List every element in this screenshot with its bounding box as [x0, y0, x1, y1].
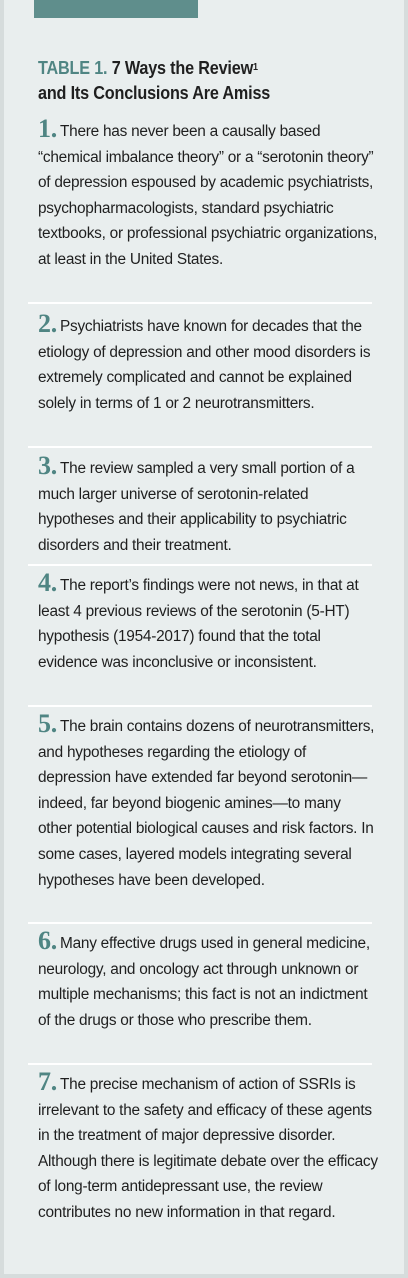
item-number: 7. [38, 1067, 57, 1096]
item-number: 6. [38, 926, 57, 955]
header-tab [34, 0, 198, 18]
item-text: Psychiatrists have known for decades that the etiology of depression and other mood disorders is extremely complicated and cannot be explained solely in terms of 1 or 2 neurotransmitters. [38, 318, 371, 412]
title-line2: and Its Conclusions Are Amiss [38, 83, 271, 103]
divider [28, 705, 372, 707]
item-text: The report’s findings were not news, in that at least 4 previous reviews of the serotonin (5-HT) hypothesis (1954-2017) found that the total evidence was inconclusive or inconsistent. [38, 577, 359, 671]
divider [28, 1063, 372, 1065]
item-text: The precise mechanism of action of SSRIs is irrelevant to the safety and efficacy of these agents in the treatment of major depressive disorder. Although there is legitimate debate over the efficacy of long-term antidepressant use, the review contributes no new information in that regard. [38, 1076, 378, 1221]
item-number: 4. [38, 568, 57, 597]
item-number: 1. [38, 114, 57, 143]
item-text: The brain contains dozens of neurotransmitters, and hypotheses regarding the etiology of depression have extended far beyond serotonin—indeed, far beyond biogenic amines—to many other potential biological causes and risk factors. In some cases, layered models integrating several hypotheses have been developed. [38, 718, 375, 889]
divider [28, 564, 372, 566]
divider [28, 302, 372, 304]
title-superscript: 1 [253, 62, 258, 73]
list-item-5 [38, 709, 378, 893]
table-title [38, 56, 344, 106]
item-number: 5. [38, 709, 57, 738]
divider [28, 446, 372, 448]
list-item-1 [38, 114, 378, 273]
list-item-2 [38, 309, 378, 416]
item-text: The review sampled a very small portion of a much larger universe of serotonin-related hypotheses and their applicability to psychiatric disorders and their treatment. [38, 460, 355, 554]
list-item-3 [38, 451, 378, 558]
item-text: There has never been a causally based “chemical imbalance theory” or a “serotonin theory” of depression espoused by academic psychiatrists, psychopharmacologists, standard psychiatric textbooks, or professional psychiatric organizations, at least in the United States. [38, 123, 378, 268]
divider [28, 922, 372, 924]
item-number: 2. [38, 309, 57, 338]
table-label: TABLE 1. [38, 58, 108, 78]
list-item-6 [38, 926, 378, 1033]
item-number: 3. [38, 451, 57, 480]
list-item-4 [38, 568, 378, 675]
title-line1: 7 Ways the Review [111, 58, 254, 78]
item-text: Many effective drugs used in general medicine, neurology, and oncology act through unknown or multiple mechanisms; this fact is not an indictment of the drugs or those who prescribe them. [38, 935, 370, 1029]
list-item-7 [38, 1067, 378, 1226]
